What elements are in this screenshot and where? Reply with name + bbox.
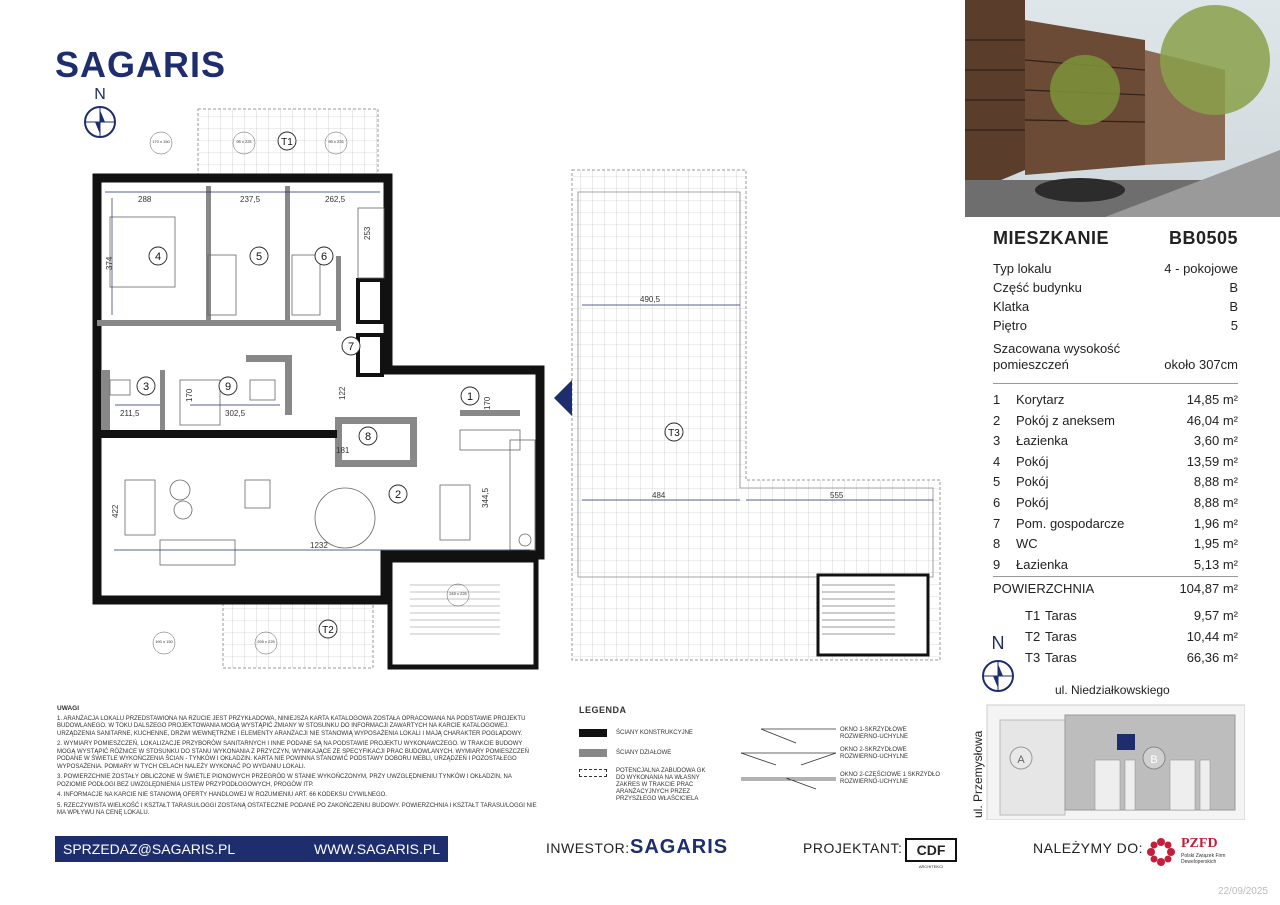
designer-logo: CDF — [905, 838, 957, 862]
investor-logo: SAGARIS — [630, 836, 729, 858]
designer-sub: ARCHITEKCI — [918, 864, 944, 869]
note-item: 2. WYMIARY POMIESZCZEŃ, LOKALIZACJE PRZYBORÓW SANITARNYCH I INNE PODANE SĄ NA PODSTAWIE PROJEKTU WYKONAWCZEGO. W TRAKCIE BUDOWY MOGĄ WYSTĄPIĆ RÓŻNICE W STOSUNKU DO STANU WYKONANIA Z PRZYCZYN, WYNIKAJĄCE ZE SPECYFIKACJI PRAC BUDOWLANYCH. WYMIARY POMIESZCZEŃ PODANE W ŚWIETLE WYKOŃCZENIA ŚCIAN - TYNKÓW I OKŁADZIN. KARTA NIE POWINNA STANOWIĆ PODSTAWY DOBORU MEBLI, URZĄDZEŃ I POZOSTAŁEGO WYPOSAŻENIA. POMIARY W TYCH CELACH NALEŻY WYKONAĆ PO WYDANIU LOKALI. — [57, 741, 529, 770]
dim-text: 484 — [652, 491, 666, 500]
room-number: 5 — [255, 251, 263, 263]
total-value: 104,87 m² — [1179, 581, 1238, 597]
room-number: 6 — [320, 251, 328, 263]
attr-row — [993, 316, 1238, 335]
contact-bar — [55, 836, 448, 862]
notes-title: UWAGI — [57, 705, 80, 712]
total-row — [993, 576, 1238, 598]
room-area: 46,04 m² — [1186, 412, 1238, 428]
height-key-line2: pomieszczeń — [993, 357, 1069, 372]
room-row — [993, 431, 1238, 452]
room-num: 2 — [993, 412, 1001, 428]
window-note: 295 x 225 — [257, 639, 275, 644]
room-area: 13,59 m² — [1186, 453, 1238, 469]
pzfd-text: PZFD — [1181, 836, 1218, 851]
room-row — [993, 534, 1238, 555]
room-num: 9 — [993, 556, 1001, 572]
legend-window-item: OKNO 1-SKRZYDŁOWE ROZWIERNO-UCHYLNE — [840, 727, 909, 740]
room-row — [993, 472, 1238, 493]
compass-letter: N — [94, 86, 106, 103]
apartment-title: MIESZKANIE — [993, 228, 1110, 248]
dim-text: 237,5 — [240, 195, 261, 204]
room-number: 8 — [364, 431, 372, 443]
room-name: Pokój — [1016, 474, 1049, 490]
dim-text: 422 — [111, 504, 120, 518]
attr-row — [993, 259, 1238, 278]
room-name: Łazienka — [1016, 556, 1069, 572]
room-number: 1 — [466, 391, 474, 403]
room-area: 8,88 m² — [1193, 474, 1238, 490]
room-area: 8,88 m² — [1193, 494, 1238, 510]
room-name: Pokój — [1016, 453, 1049, 469]
investor-label: INWESTOR: — [546, 840, 630, 856]
attr-key: Klatka — [993, 299, 1030, 314]
apartment-location-marker — [1117, 734, 1135, 750]
dim-text: 344,5 — [481, 487, 490, 508]
dim-text: 122 — [338, 386, 347, 400]
note-item: 4. INFORMACJE NA KARCIE NIE STANOWIĄ OFERTY HANDLOWEJ W ROZUMIENIU ART. 66 KODEKSU CYWILNEGO. — [57, 792, 387, 798]
legend-window-item: OKNO 2-CZĘŚCIOWE 1 SKRZYDŁO ROZWIERNO-UCHYLNE — [840, 772, 941, 785]
print-date: 22/09/2025 — [1217, 886, 1268, 897]
room-row — [993, 493, 1238, 514]
attr-key: Piętro — [993, 318, 1027, 333]
apartment-header — [993, 228, 1238, 249]
room-area: 5,13 m² — [1193, 556, 1238, 572]
room-name: Łazienka — [1016, 433, 1069, 449]
dim-text: 490,5 — [640, 295, 661, 304]
building-photo — [965, 0, 1280, 217]
dim-text: 170 — [185, 388, 194, 402]
legend-item: POTENCJALNA ZABUDOWA GK DO WYKONANIA NA WŁASNY ZAKRES W TRAKCIE PRAC ARANŻACYJNYCH PRZEZ PRZYSZŁEGO WŁAŚCICIELA — [616, 768, 706, 802]
terrace-row — [993, 648, 1238, 669]
note-item: 1. ARANŻACJA LOKALU PRZEDSTAWIONA NA RZUCIE JEST PRZYKŁADOWA, NINIEJSZA KARTA KATALOGOWA ZOSTAŁA OPRACOWANA NA PODSTAWIE PROJEKTU BUDOWLANEGO. W TOKU DALSZEGO PROJEKTOWANIA MOGĄ WYSTĄPIĆ ZMIANY W STOSUNKU DO INFORMACJI ZAWARTYCH NA KARCIE KATALOGOWEJ. URZĄDZENIA SANITARNE, KUCHENNE, DRZWI WEWNĘTRZNE I ELEMENTY ARANŻACJI NIE STANOWIĄ WYPOSAŻENIA LOKALI I MAJĄ CHARAKTER POGLĄDOWY. — [57, 715, 526, 737]
room-name: Pom. gospodarcze — [1016, 515, 1125, 531]
room-area: 3,60 m² — [1193, 433, 1238, 449]
attr-value: B — [1229, 299, 1238, 314]
attr-value: 4 - pokojowe — [1164, 261, 1238, 276]
room-area: 1,96 m² — [1193, 515, 1238, 531]
room-name: Korytarz — [1016, 392, 1065, 407]
entrance-marker — [554, 380, 572, 416]
email-link[interactable]: SPRZEDAZ@SAGARIS.PL — [63, 841, 236, 857]
pzfd-flower-icon — [1145, 836, 1177, 868]
dim-text: 170 — [483, 396, 492, 410]
window-note: 170 x 150 — [152, 139, 170, 144]
window-note: 190 x 150 — [155, 639, 173, 644]
room-number: 4 — [154, 251, 162, 263]
room-num: 3 — [993, 433, 1001, 449]
legend-item: ŚCIANY DZIAŁOWE — [616, 750, 672, 756]
terrace-name: Taras — [1045, 649, 1077, 665]
attr-key: Typ lokalu — [993, 261, 1052, 276]
room-number: 9 — [224, 381, 232, 393]
window-note: 95 x 225 — [236, 139, 252, 144]
terrace-area: 66,36 m² — [1186, 649, 1238, 665]
site-map — [965, 680, 1245, 820]
total-label: POWIERZCHNIA — [993, 581, 1095, 597]
room-area: 1,95 m² — [1193, 536, 1238, 552]
note-item: 3. POWIERZCHNIE ZOSTAŁY OBLICZONE W ŚWIETLE PIONOWYCH PRZEGRÓD W STANIE WYKOŃCZONYM, PRZY UWZGLĘDNIENIU TYNKÓW I OKŁADZIN, NA POZIOMIE PODŁOGI BEZ UWZGLĘDNIENIA LISTEW PRZYPODŁOGOWYCH, PROGÓW ITP. — [57, 774, 512, 788]
floor-plan — [40, 80, 950, 680]
room-num: 5 — [993, 474, 1001, 490]
room-row — [993, 390, 1238, 411]
attr-row — [993, 297, 1238, 316]
room-number: 2 — [394, 489, 402, 501]
dim-text: 211,5 — [120, 409, 140, 418]
terrace-name: Taras — [1045, 628, 1077, 644]
room-row — [993, 555, 1238, 576]
partition-wall-swatch — [579, 749, 607, 757]
room-number: 7 — [347, 341, 355, 353]
attr-value: 5 — [1230, 318, 1238, 333]
room-num: 8 — [993, 536, 1001, 552]
height-value: około 307cm — [1164, 357, 1238, 372]
sagaris-logo: SAGARIS — [55, 44, 227, 85]
dim-text: 253 — [363, 226, 372, 240]
dim-text: 1232 — [310, 541, 328, 550]
window-note: 95 x 225 — [328, 139, 344, 144]
terrace-area: 10,44 m² — [1186, 628, 1238, 644]
street-top-label: ul. Niedziałkowskiego — [1055, 683, 1170, 697]
room-name: Pokój z aneksem — [1016, 412, 1115, 428]
terrace-row — [993, 627, 1238, 648]
terrace-name: Taras — [1045, 608, 1077, 624]
terrace-num: T2 — [1025, 628, 1041, 644]
building-b-label: B — [1150, 754, 1158, 766]
dim-text: 302,5 — [225, 409, 246, 418]
legend-title: LEGENDA — [579, 705, 627, 715]
note-item: 5. RZECZYWISTA WIELKOŚĆ I KSZTAŁT TARASU/LOGGI ZOSTANĄ OSTATECZNIE PODANE PO ZAKOŃCZENIU BUDOWY. POWIERZCHNIA I KSZTAŁT TARASU/LOGGI NIE MA WPŁYWU NA CENĘ LOKALU. — [57, 802, 537, 816]
drywall-swatch — [579, 769, 607, 777]
room-name: WC — [1016, 536, 1038, 552]
dim-text: 374 — [105, 256, 114, 270]
terrace-label: T2 — [322, 625, 334, 636]
room-row — [993, 411, 1238, 432]
room-num: 6 — [993, 494, 1001, 510]
pzfd-logo — [1145, 834, 1235, 870]
attr-value: B — [1229, 280, 1238, 295]
terrace-area: 9,57 m² — [1193, 608, 1238, 624]
room-area: 14,85 m² — [1186, 392, 1238, 407]
attr-key: Część budynku — [993, 280, 1082, 295]
apartment-info — [993, 228, 1238, 668]
room-name: Pokój — [1016, 494, 1049, 510]
room-num: 1 — [993, 392, 1001, 407]
room-row — [993, 514, 1238, 535]
member-label: NALEŻYMY DO: — [1033, 840, 1143, 856]
window-note: 245 x 225 — [449, 591, 467, 596]
dim-text: 181 — [336, 446, 350, 455]
legend — [576, 705, 946, 815]
structural-wall-swatch — [579, 729, 607, 737]
terrace-num: T3 — [1025, 649, 1041, 665]
room-row — [993, 452, 1238, 473]
dim-text: 288 — [138, 195, 152, 204]
room-num: 7 — [993, 515, 1001, 531]
attr-row — [993, 278, 1238, 297]
dim-text: 262,5 — [325, 195, 346, 204]
height-key — [993, 341, 1120, 373]
terrace-row — [993, 606, 1238, 627]
dim-text: 555 — [830, 491, 844, 500]
terrace-label: T3 — [668, 428, 680, 439]
window-symbols-icon — [736, 723, 841, 803]
legend-window-item: OKNO 2-SKRZYDŁOWE ROZWIERNO-UCHYLNE — [840, 747, 909, 760]
room-num: 4 — [993, 453, 1001, 469]
apartment-code: BB0505 — [1168, 228, 1238, 248]
website-link[interactable]: WWW.SAGARIS.PL — [313, 841, 440, 857]
building-a-label: A — [1017, 754, 1025, 766]
map-compass-letter: N — [991, 633, 1005, 653]
terrace-num: T1 — [1025, 608, 1041, 624]
designer-label: PROJEKTANT: — [803, 840, 903, 856]
street-left-label: ul. Przemysłowa — [971, 730, 985, 818]
terrace-label: T1 — [281, 137, 293, 148]
room-number: 3 — [142, 381, 150, 393]
height-row — [993, 335, 1238, 373]
legend-item: ŚCIANY KONSTRUKCYJNE — [616, 730, 693, 736]
pzfd-sub: Polski Związek Firm Deweloperskich — [1181, 853, 1226, 865]
height-key-line1: Szacowana wysokość — [993, 341, 1121, 356]
notes — [57, 705, 542, 821]
